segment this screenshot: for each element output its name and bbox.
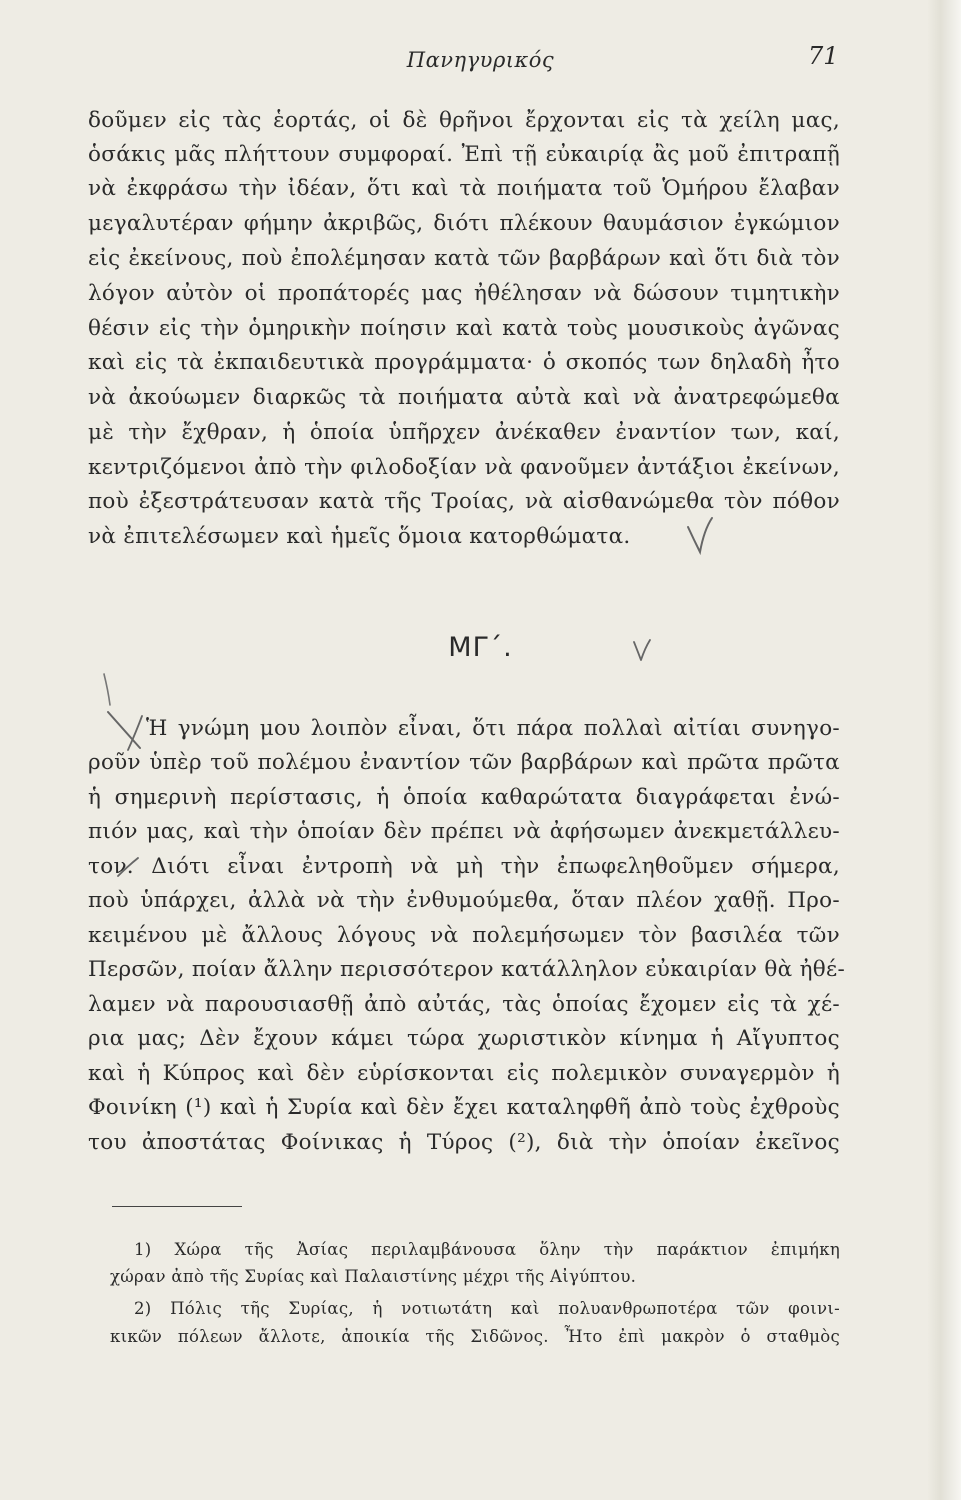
page-number: 71 [808, 42, 839, 70]
checkmark-icon [634, 640, 650, 660]
footnote-line: 2) Πόλις τῆς Συρίας, ἡ νοτιωτάτη καὶ πολυανθρωποτέρα τῶν φοινι- [134, 1299, 840, 1318]
text-line: ποὺ ἐξεστράτευσαν κατὰ τῆς Τροίας, νὰ αἰσθανώμεθα τὸν πόθον [88, 489, 840, 514]
text-line: νὰ ἀκούωμεν διαρκῶς τὰ ποιήματα αὐτὰ καὶ νὰ ἀνατρεφώμεθα [88, 385, 840, 410]
text-line-last: νὰ ἐπιτελέσωμεν καὶ ἡμεῖς ὅμοια κατορθώματα. [88, 524, 631, 549]
text-line: κεντριζόμενοι ἀπὸ τὴν φιλοδοξίαν νὰ φανοῦμεν ἀντάξιοι ἐκείνων, [88, 455, 840, 480]
text-line: Περσῶν, ποίαν ἄλλην περισσότερον κατάλληλον εὐκαιρίαν θὰ ἠθέ- [88, 957, 846, 982]
text-line: κειμένου μὲ ἄλλους λόγους νὰ πολεμήσωμεν τὸν βασιλέα τῶν [88, 923, 840, 948]
margin-stroke [128, 716, 142, 750]
text-line: ἡ σημερινὴ περίστασις, ἡ ὁποία καθαρώτατα διαγράφεται ἐνώ- [88, 785, 840, 810]
text-line: εἰς ἐκείνους, ποὺ ἐπολέμησαν κατὰ τῶν βαρβάρων καὶ ὅτι διὰ τὸν [88, 246, 840, 271]
text-line: ροῦν ὑπὲρ τοῦ πολέμου ἐναντίον τῶν βαρβάρων καὶ πρῶτα πρῶτα [88, 750, 840, 775]
text-line: του ἀποστάτας Φοίνικας ἡ Τύρος (²), διὰ τὴν ὁποίαν ἐκεῖνος [88, 1130, 840, 1155]
running-title: Πανηγυρικός [406, 48, 555, 72]
text-line: μεγαλυτέραν φήμην ἀκριβῶς, διότι πλέκουν θαυμάσιον ἐγκώμιον [88, 211, 840, 236]
text-line: δοῦμεν εἰς τὰς ἑορτάς, οἱ δὲ θρῆνοι ἔρχονται εἰς τὰ χείλη μας, [88, 108, 840, 133]
text-line: μὲ τὴν ἔχθραν, ἡ ὁποία ὑπῆρχεν ἀνέκαθεν ἐναντίον των, καί, [88, 420, 840, 445]
margin-stroke [108, 712, 140, 748]
text-line: πιόν μας, καὶ τὴν ὁποίαν δὲν πρέπει νὰ ἀφήσωμεν ἀνεκμετάλλευ- [88, 819, 840, 844]
text-line: καὶ εἰς τὰ ἐκπαιδευτικὰ προγράμματα· ὁ σκοπός των δηλαδὴ ἦτο [88, 350, 840, 375]
footnote-line: 1) Χώρα τῆς Ἀσίας περιλαμβάνουσα ὅλην τὴν παράκτιον ἐπιμήκη [134, 1240, 840, 1259]
margin-stroke [104, 674, 110, 705]
section-heading: ΜΓ΄. [448, 632, 513, 663]
margin-stroke [118, 858, 138, 876]
text-line: τον. Διότι εἶναι ἐντροπὴ νὰ μὴ τὴν ἐπωφεληθοῦμεν σήμερα, [88, 854, 840, 879]
text-line: λόγον αὐτὸν οἱ προπάτορές μας ἠθέλησαν νὰ δώσουν τιμητικὴν [88, 281, 840, 306]
text-line: θέσιν εἰς τὴν ὁμηρικὴν ποίησιν καὶ κατὰ τοὺς μουσικοὺς ἀγῶνας [88, 316, 840, 341]
text-line: Φοινίκη (¹) καὶ ἡ Συρία καὶ δὲν ἔχει καταληφθῆ ἀπὸ τοὺς ἐχθροὺς [88, 1095, 840, 1120]
footnote-line: κικῶν πόλεων ἄλλοτε, ἀποικία τῆς Σιδῶνος. Ἦτο ἐπὶ μακρὸν ὁ σταθμὸς [110, 1327, 840, 1346]
text-line: καὶ ἡ Κύπρος καὶ δὲν εὑρίσκονται εἰς πολεμικὸν συναγερμὸν ἡ [88, 1061, 840, 1086]
text-line: νὰ ἐκφράσω τὴν ἰδέαν, ὅτι καὶ τὰ ποιήματα τοῦ Ὁμήρου ἔλαβαν [88, 176, 840, 201]
footnote-line: χώραν ἀπὸ τῆς Συρίας καὶ Παλαιστίνης μέχρι τῆς Αἰγύπτου. [110, 1267, 637, 1286]
text-line: ρια μας; Δὲν ἔχουν κάμει τώρα χωριστικὸν κίνημα ἡ Αἴγυπτος [88, 1026, 840, 1051]
text-line: Ἡ γνώμη μου λοιπὸν εἶναι, ὅτι πάρα πολλαὶ αἰτίαι συνηγο- [146, 716, 840, 741]
text-line: ποὺ ὑπάρχει, ἀλλὰ νὰ τὴν ἐνθυμούμεθα, ὅταν πλέον χαθῇ. Προ- [88, 888, 840, 913]
checkmark-icon [688, 518, 712, 552]
text-line: λαμεν νὰ παρουσιασθῇ ἀπὸ αὐτάς, τὰς ὁποίας ἔχομεν εἰς τὰ χέ- [88, 992, 840, 1017]
text-line: ὁσάκις μᾶς πλήττουν συμφοραί. Ἐπὶ τῇ εὐκαιρίᾳ ἂς μοῦ ἐπιτραπῇ [88, 142, 840, 167]
